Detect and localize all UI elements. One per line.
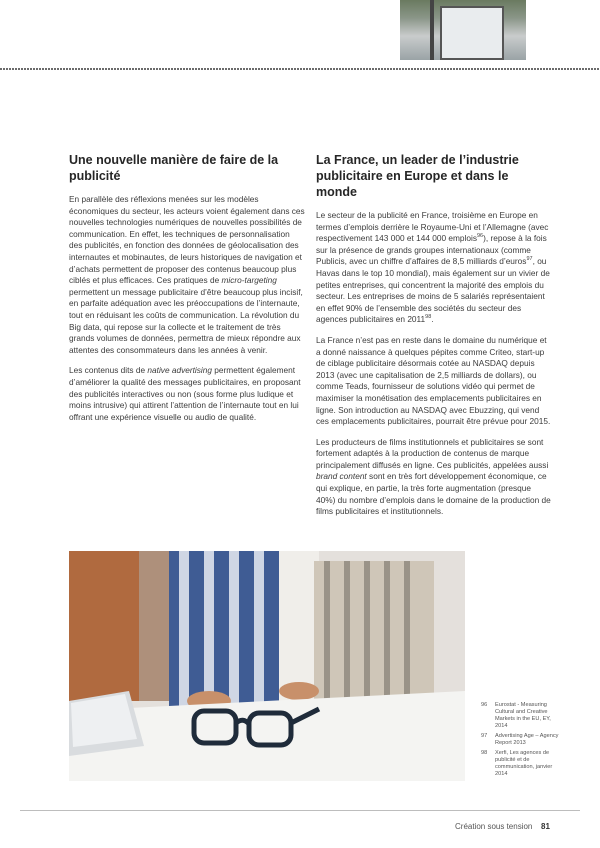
footnote-text: Eurostat - Measuring Cultural and Creative Markets in the EU, EY, 2014 [495, 702, 551, 729]
footnote-98 [481, 750, 561, 778]
page-number: 81 [541, 822, 550, 831]
header-photo-bus-shelter [440, 6, 504, 60]
right-column [316, 152, 552, 527]
footnote-text: Xerfi, Les agences de publicité et de communication, janvier 2014 [495, 750, 553, 777]
dotted-divider [0, 68, 600, 70]
header-photo-pole [430, 0, 434, 60]
footnote-number: 96 [481, 702, 488, 708]
left-paragraph-2: Les contenus dits de native advertising permettent également d’améliorer la qualité des messages publicitaires, en proposant des publicités interactives ou non (sous forme plus ludique et moins intrusive) qui attirent l’attention de l’internaute tout en lui offrant une expérience visuelle ou audio de qualité. [69, 365, 301, 422]
footnotes [481, 702, 561, 781]
right-paragraph-2: La France n’est pas en reste dans le domaine du numérique et a donné naissance à quelques pépites comme Criteo, start-up de ciblage publicitaire désormais cotée au NASDAQ depuis 2013 (avec une capitalisation de 2,5 milliards de dollars), ou comme Teads, fournisseur de solutions vidéo qui permet de maximiser la monétisation des emplacements publicitaires en ligne. Son introduction au NASDAQ avec Ebuzzing, qui vend ces emplacements publicitaires, pourrait être prévue pour 2015. [316, 334, 551, 427]
footnote-text: Advertising Age – Agency Report 2013 [495, 733, 559, 746]
footnote-96 [481, 702, 561, 730]
footnote-97 [481, 733, 561, 747]
footer-publication-title: Création sous tension [455, 822, 533, 831]
header-photo [400, 0, 526, 60]
office-meeting-photo [69, 551, 465, 781]
footnote-number: 97 [481, 733, 488, 739]
right-paragraph-3: Les producteurs de films institutionnels et publicitaires se sont fortement adaptés à la production de contenus de marque principalement diffusés en ligne. Ces publicités, appelées aussi brand content sont en très fort développement économique, ce qui explique, en partie, la très forte augmentation (presque 40%) du nombre d’emplois dans le domaine de la production de films publicitaires et institutionnels. [316, 436, 551, 517]
right-heading: La France, un leader de l’industrie publicitaire en Europe et dans le monde [316, 153, 519, 199]
left-paragraph-1: En parallèle des réflexions menées sur les modèles économiques du secteur, les acteurs voient également dans ces nouvelles technologies numériques de nouvelles possibilités de communication. En effet, les techniques de personnalisation des publicités, en fonction des données de géolocalisation des internautes et mobinautes, de leurs historiques de navigation et d’achats permettent de proposer des contenus beaucoup plus ciblés et plus efficaces. Ces pratiques de micro-targeting permettent un message publicitaire d’être beaucoup plus incisif, en parfaite adéquation avec les préoccupations de l’internaute, tout en réduisant les coûts de communication. La révolution du Big data, qui repose sur la collecte et le traitement de très grands volumes de données, permettra de mieux répondre aux attentes des consommateurs dans les années à venir. [69, 194, 305, 355]
photo-illustration [69, 551, 465, 781]
left-heading: Une nouvelle manière de faire de la publicité [69, 153, 279, 183]
footer-divider [20, 810, 580, 811]
left-column [69, 152, 305, 432]
footnote-number: 98 [481, 750, 488, 756]
right-paragraph-1: Le secteur de la publicité en France, troisième en Europe en termes d’emplois derrière le Royaume-Uni et l’Allemagne (avec respectivement 143 000 et 144 000 emplois$^{96}$), repose à la fois sur la présence de grands groupes internationaux (comme Publicis, avec un chiffre d’affaires de 8,5 milliards d’euros$^{97}$, ou Havas dans le top 10 mondial), mais également sur un vivier de petites entreprises, qui concentrent la majorité des emplois du secteur. Les entreprises de moins de 5 salariés représentaient en effet 90% de l’ensemble des sociétés du secteur des agences publicitaires en 2011$^{98}$. [316, 210, 550, 325]
